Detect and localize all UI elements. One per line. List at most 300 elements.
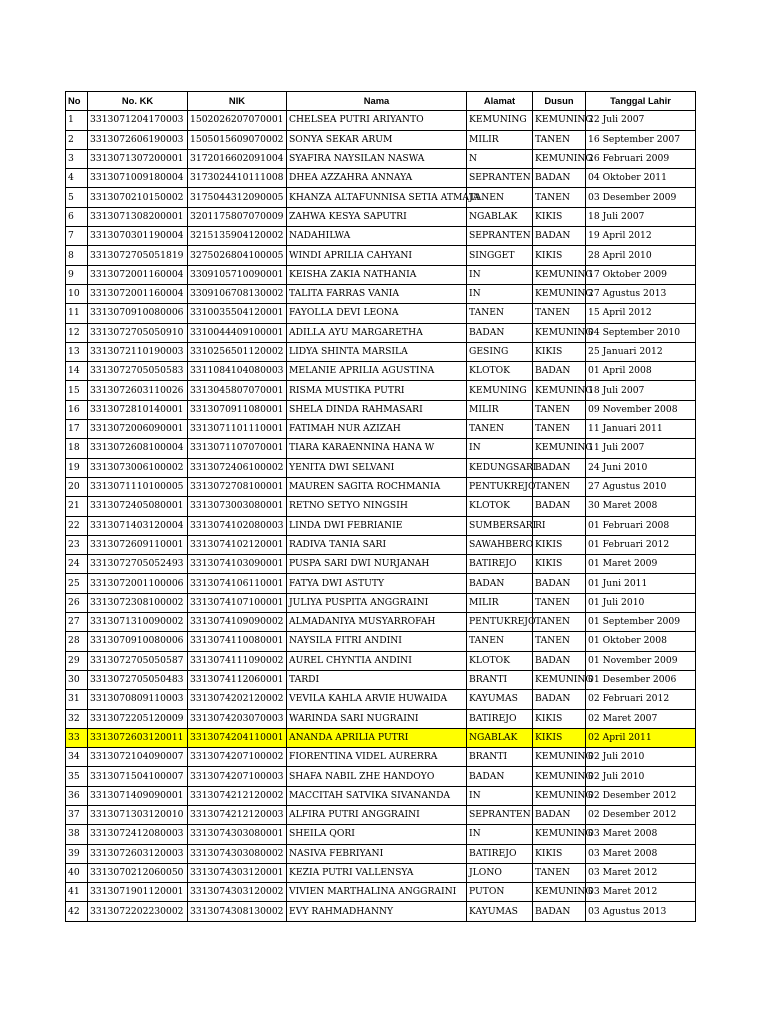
- cell-alamat[interactable]: IN: [467, 786, 533, 805]
- cell-no[interactable]: 15: [66, 381, 88, 400]
- cell-nama[interactable]: MELANIE APRILIA AGUSTINA: [287, 362, 467, 381]
- cell-no-kk[interactable]: 3313072001100006: [88, 574, 188, 593]
- cell-dusun[interactable]: KEMUNING: [533, 767, 586, 786]
- cell-nama[interactable]: TIARA KARAENNINA HANA W: [287, 439, 467, 458]
- cell-dusun[interactable]: TANEN: [533, 400, 586, 419]
- cell-alamat[interactable]: KEMUNING: [467, 111, 533, 130]
- cell-nik[interactable]: 3172016602091004: [188, 149, 287, 168]
- cell-no-kk[interactable]: 3313071204170003: [88, 111, 188, 130]
- cell-no[interactable]: 7: [66, 227, 88, 246]
- cell-no[interactable]: 31: [66, 690, 88, 709]
- cell-tanggal-lahir[interactable]: 02 April 2011: [586, 728, 696, 747]
- cell-alamat[interactable]: SEPRANTEN: [467, 169, 533, 188]
- cell-no[interactable]: 18: [66, 439, 88, 458]
- cell-tanggal-lahir[interactable]: 03 Maret 2012: [586, 883, 696, 902]
- cell-no-kk[interactable]: 3313072001160004: [88, 265, 188, 284]
- cell-dusun[interactable]: KIKIS: [533, 246, 586, 265]
- cell-nik[interactable]: 3313074212120003: [188, 805, 287, 824]
- cell-tanggal-lahir[interactable]: 28 April 2010: [586, 246, 696, 265]
- cell-dusun[interactable]: KEMUNING: [533, 825, 586, 844]
- cell-nik[interactable]: 3275026804100005: [188, 246, 287, 265]
- cell-tanggal-lahir[interactable]: 04 Oktober 2011: [586, 169, 696, 188]
- cell-dusun[interactable]: KIKIS: [533, 728, 586, 747]
- cell-tanggal-lahir[interactable]: 04 September 2010: [586, 323, 696, 342]
- cell-nik[interactable]: 3313070911080001: [188, 400, 287, 419]
- cell-tanggal-lahir[interactable]: 01 November 2009: [586, 651, 696, 670]
- cell-nik[interactable]: 3313074202120002: [188, 690, 287, 709]
- cell-no-kk[interactable]: 3313071504100007: [88, 767, 188, 786]
- cell-no-kk[interactable]: 3313072603110026: [88, 381, 188, 400]
- cell-alamat[interactable]: N: [467, 149, 533, 168]
- cell-no[interactable]: 25: [66, 574, 88, 593]
- cell-nama[interactable]: NADAHILWA: [287, 227, 467, 246]
- cell-no[interactable]: 35: [66, 767, 88, 786]
- cell-nama[interactable]: TALITA FARRAS VANIA: [287, 284, 467, 303]
- cell-nik[interactable]: 3313074207100002: [188, 748, 287, 767]
- cell-tanggal-lahir[interactable]: 30 Maret 2008: [586, 497, 696, 516]
- cell-alamat[interactable]: KAYUMAS: [467, 902, 533, 921]
- cell-no-kk[interactable]: 3313072412080003: [88, 825, 188, 844]
- cell-alamat[interactable]: KEDUNGSARI: [467, 458, 533, 477]
- cell-alamat[interactable]: PENTUKREJO: [467, 613, 533, 632]
- cell-no-kk[interactable]: 3313072006090001: [88, 420, 188, 439]
- cell-no-kk[interactable]: 3313072705050587: [88, 651, 188, 670]
- cell-nama[interactable]: TARDI: [287, 670, 467, 689]
- cell-nik[interactable]: 3313071101110001: [188, 420, 287, 439]
- cell-nik[interactable]: 3313074203070003: [188, 709, 287, 728]
- cell-no[interactable]: 6: [66, 207, 88, 226]
- cell-nik[interactable]: 3313074303080002: [188, 844, 287, 863]
- cell-tanggal-lahir[interactable]: 01 Februari 2012: [586, 535, 696, 554]
- column-header-nik[interactable]: NIK: [188, 92, 287, 111]
- cell-tanggal-lahir[interactable]: 01 Juli 2010: [586, 593, 696, 612]
- cell-no-kk[interactable]: 3313071409090001: [88, 786, 188, 805]
- cell-nik[interactable]: 3313074212120002: [188, 786, 287, 805]
- cell-no[interactable]: 2: [66, 130, 88, 149]
- cell-nik[interactable]: 3175044312090005: [188, 188, 287, 207]
- cell-no[interactable]: 21: [66, 497, 88, 516]
- cell-no[interactable]: 10: [66, 284, 88, 303]
- cell-nik[interactable]: 3313045807070001: [188, 381, 287, 400]
- cell-dusun[interactable]: BADAN: [533, 651, 586, 670]
- cell-nik[interactable]: 3313074106110001: [188, 574, 287, 593]
- cell-tanggal-lahir[interactable]: 01 September 2009: [586, 613, 696, 632]
- cell-alamat[interactable]: IN: [467, 265, 533, 284]
- cell-nama[interactable]: KEZIA PUTRI VALLENSYA: [287, 863, 467, 882]
- cell-no[interactable]: 22: [66, 516, 88, 535]
- cell-no-kk[interactable]: 3313071009180004: [88, 169, 188, 188]
- cell-dusun[interactable]: KIKIS: [533, 709, 586, 728]
- cell-no-kk[interactable]: 3313072705050910: [88, 323, 188, 342]
- cell-no-kk[interactable]: 3313071307200001: [88, 149, 188, 168]
- cell-tanggal-lahir[interactable]: 03 Desember 2009: [586, 188, 696, 207]
- cell-no-kk[interactable]: 3313072202230002: [88, 902, 188, 921]
- cell-no-kk[interactable]: 3313072001160004: [88, 284, 188, 303]
- cell-no-kk[interactable]: 3313072308100002: [88, 593, 188, 612]
- cell-tanggal-lahir[interactable]: 03 Maret 2008: [586, 825, 696, 844]
- column-header-tanggal-lahir[interactable]: Tanggal Lahir: [586, 92, 696, 111]
- cell-nik[interactable]: 3313074107100001: [188, 593, 287, 612]
- cell-dusun[interactable]: KIKIS: [533, 207, 586, 226]
- cell-dusun[interactable]: TANEN: [533, 632, 586, 651]
- cell-nik[interactable]: 3313074102120001: [188, 535, 287, 554]
- cell-no-kk[interactable]: 3313071110100005: [88, 477, 188, 496]
- cell-nama[interactable]: SHELA DINDA RAHMASARI: [287, 400, 467, 419]
- cell-tanggal-lahir[interactable]: 11 Januari 2011: [586, 420, 696, 439]
- cell-dusun[interactable]: KIKIS: [533, 844, 586, 863]
- cell-dusun[interactable]: KEMUNING: [533, 670, 586, 689]
- cell-alamat[interactable]: BADAN: [467, 323, 533, 342]
- cell-nik[interactable]: 3313074109090002: [188, 613, 287, 632]
- cell-tanggal-lahir[interactable]: 19 April 2012: [586, 227, 696, 246]
- cell-no[interactable]: 9: [66, 265, 88, 284]
- cell-tanggal-lahir[interactable]: 16 September 2007: [586, 130, 696, 149]
- cell-no-kk[interactable]: 3313072603120003: [88, 844, 188, 863]
- cell-nik[interactable]: 3313074110080001: [188, 632, 287, 651]
- cell-tanggal-lahir[interactable]: 15 April 2012: [586, 304, 696, 323]
- cell-alamat[interactable]: KLOTOK: [467, 497, 533, 516]
- cell-nama[interactable]: ANANDA APRILIA PUTRI: [287, 728, 467, 747]
- cell-alamat[interactable]: TANEN: [467, 632, 533, 651]
- cell-nama[interactable]: RISMA MUSTIKA PUTRI: [287, 381, 467, 400]
- cell-nama[interactable]: AUREL CHYNTIA ANDINI: [287, 651, 467, 670]
- cell-nik[interactable]: 3313072708100001: [188, 477, 287, 496]
- cell-nik[interactable]: 3313074303080001: [188, 825, 287, 844]
- cell-no-kk[interactable]: 3313072705050483: [88, 670, 188, 689]
- cell-nik[interactable]: 3309106708130002: [188, 284, 287, 303]
- cell-tanggal-lahir[interactable]: 01 Maret 2009: [586, 555, 696, 574]
- cell-nik[interactable]: 1502026207070001: [188, 111, 287, 130]
- cell-tanggal-lahir[interactable]: 17 Oktober 2009: [586, 265, 696, 284]
- cell-nik[interactable]: 3201175807070009: [188, 207, 287, 226]
- cell-dusun[interactable]: KEMUNING: [533, 111, 586, 130]
- cell-no-kk[interactable]: 3313072205120009: [88, 709, 188, 728]
- cell-dusun[interactable]: TANEN: [533, 613, 586, 632]
- cell-no[interactable]: 14: [66, 362, 88, 381]
- cell-nama[interactable]: DHEA AZZAHRA ANNAYA: [287, 169, 467, 188]
- cell-no[interactable]: 40: [66, 863, 88, 882]
- cell-no[interactable]: 30: [66, 670, 88, 689]
- cell-no[interactable]: 42: [66, 902, 88, 921]
- cell-nama[interactable]: SHEILA QORI: [287, 825, 467, 844]
- cell-nama[interactable]: VIVIEN MARTHALINA ANGGRAINI: [287, 883, 467, 902]
- cell-nik[interactable]: 3313074207100003: [188, 767, 287, 786]
- cell-nik[interactable]: 3309105710090001: [188, 265, 287, 284]
- cell-nik[interactable]: 3215135904120002: [188, 227, 287, 246]
- cell-alamat[interactable]: TANEN: [467, 304, 533, 323]
- cell-nama[interactable]: WARINDA SARI NUGRAINI: [287, 709, 467, 728]
- cell-tanggal-lahir[interactable]: 25 Januari 2012: [586, 342, 696, 361]
- cell-no-kk[interactable]: 3313072705050583: [88, 362, 188, 381]
- cell-dusun[interactable]: BADAN: [533, 362, 586, 381]
- cell-dusun[interactable]: KEMUNING: [533, 439, 586, 458]
- cell-nama[interactable]: NASIVA FEBRIYANI: [287, 844, 467, 863]
- cell-no[interactable]: 20: [66, 477, 88, 496]
- cell-nik[interactable]: 3313072406100002: [188, 458, 287, 477]
- cell-nik[interactable]: 3310044409100001: [188, 323, 287, 342]
- cell-tanggal-lahir[interactable]: 27 Agustus 2013: [586, 284, 696, 303]
- cell-no-kk[interactable]: 3313072110190003: [88, 342, 188, 361]
- cell-no[interactable]: 27: [66, 613, 88, 632]
- cell-nama[interactable]: ALFIRA PUTRI ANGGRAINI: [287, 805, 467, 824]
- cell-alamat[interactable]: SAWAHBERO: [467, 535, 533, 554]
- cell-no[interactable]: 12: [66, 323, 88, 342]
- cell-nama[interactable]: SONYA SEKAR ARUM: [287, 130, 467, 149]
- cell-dusun[interactable]: KEMUNING: [533, 284, 586, 303]
- cell-alamat[interactable]: BADAN: [467, 574, 533, 593]
- cell-no[interactable]: 8: [66, 246, 88, 265]
- cell-nik[interactable]: 3313074112060001: [188, 670, 287, 689]
- cell-nama[interactable]: FAYOLLA DEVI LEONA: [287, 304, 467, 323]
- cell-nik[interactable]: 3313071107070001: [188, 439, 287, 458]
- cell-alamat[interactable]: SEPRANTEN: [467, 227, 533, 246]
- cell-dusun[interactable]: BADAN: [533, 458, 586, 477]
- cell-nik[interactable]: 3310256501120002: [188, 342, 287, 361]
- cell-no[interactable]: 16: [66, 400, 88, 419]
- cell-no[interactable]: 29: [66, 651, 88, 670]
- cell-alamat[interactable]: MILIR: [467, 130, 533, 149]
- cell-nama[interactable]: CHELSEA PUTRI ARIYANTO: [287, 111, 467, 130]
- cell-no-kk[interactable]: 3313073006100002: [88, 458, 188, 477]
- cell-tanggal-lahir[interactable]: 02 Desember 2012: [586, 805, 696, 824]
- cell-dusun[interactable]: TANEN: [533, 304, 586, 323]
- cell-alamat[interactable]: PUTON: [467, 883, 533, 902]
- cell-no[interactable]: 13: [66, 342, 88, 361]
- cell-tanggal-lahir[interactable]: 01 Oktober 2008: [586, 632, 696, 651]
- cell-alamat[interactable]: MILIR: [467, 400, 533, 419]
- cell-tanggal-lahir[interactable]: 24 Juni 2010: [586, 458, 696, 477]
- cell-nama[interactable]: SHAFA NABIL ZHE HANDOYO: [287, 767, 467, 786]
- cell-alamat[interactable]: KAYUMAS: [467, 690, 533, 709]
- cell-nama[interactable]: MACCITAH SATVIKA SIVANANDA: [287, 786, 467, 805]
- cell-nama[interactable]: EVY RAHMADHANNY: [287, 902, 467, 921]
- cell-tanggal-lahir[interactable]: 02 Februari 2012: [586, 690, 696, 709]
- cell-alamat[interactable]: SEPRANTEN: [467, 805, 533, 824]
- cell-dusun[interactable]: KEMUNING: [533, 786, 586, 805]
- cell-dusun[interactable]: KEMUNING: [533, 265, 586, 284]
- cell-alamat[interactable]: IN: [467, 439, 533, 458]
- cell-nama[interactable]: SYAFIRA NAYSILAN NASWA: [287, 149, 467, 168]
- cell-dusun[interactable]: TANEN: [533, 477, 586, 496]
- cell-no[interactable]: 37: [66, 805, 88, 824]
- cell-nik[interactable]: 3313074303120002: [188, 883, 287, 902]
- cell-dusun[interactable]: BADAN: [533, 227, 586, 246]
- cell-alamat[interactable]: NGABLAK: [467, 207, 533, 226]
- cell-alamat[interactable]: MILIR: [467, 593, 533, 612]
- cell-dusun[interactable]: KIKIS: [533, 342, 586, 361]
- cell-tanggal-lahir[interactable]: 01 Desember 2006: [586, 670, 696, 689]
- cell-no-kk[interactable]: 3313072603120011: [88, 728, 188, 747]
- cell-no[interactable]: 5: [66, 188, 88, 207]
- cell-alamat[interactable]: PENTUKREJO: [467, 477, 533, 496]
- cell-dusun[interactable]: KEMUNING: [533, 149, 586, 168]
- cell-no[interactable]: 23: [66, 535, 88, 554]
- cell-dusun[interactable]: BADAN: [533, 805, 586, 824]
- cell-tanggal-lahir[interactable]: 18 Juli 2007: [586, 381, 696, 400]
- cell-tanggal-lahir[interactable]: 02 Juli 2010: [586, 748, 696, 767]
- cell-alamat[interactable]: TANEN: [467, 420, 533, 439]
- cell-dusun[interactable]: BADAN: [533, 497, 586, 516]
- cell-nik[interactable]: 3313074111090002: [188, 651, 287, 670]
- cell-alamat[interactable]: BRANTI: [467, 670, 533, 689]
- cell-alamat[interactable]: BRANTI: [467, 748, 533, 767]
- cell-tanggal-lahir[interactable]: 03 Agustus 2013: [586, 902, 696, 921]
- cell-nama[interactable]: KHANZA ALTAFUNNISA SETIA ATMAJA: [287, 188, 467, 207]
- cell-nik[interactable]: 3311084104080003: [188, 362, 287, 381]
- cell-alamat[interactable]: JLONO: [467, 863, 533, 882]
- cell-dusun[interactable]: TANEN: [533, 863, 586, 882]
- cell-nama[interactable]: YENITA DWI SELVANI: [287, 458, 467, 477]
- cell-no-kk[interactable]: 3313071310090002: [88, 613, 188, 632]
- cell-alamat[interactable]: KLOTOK: [467, 651, 533, 670]
- cell-no-kk[interactable]: 3313070301190004: [88, 227, 188, 246]
- cell-no[interactable]: 3: [66, 149, 88, 168]
- cell-tanggal-lahir[interactable]: 01 April 2008: [586, 362, 696, 381]
- cell-no-kk[interactable]: 3313072705052493: [88, 555, 188, 574]
- cell-alamat[interactable]: IN: [467, 825, 533, 844]
- cell-no[interactable]: 36: [66, 786, 88, 805]
- cell-nama[interactable]: VEVILA KAHLA ARVIE HUWAIDA: [287, 690, 467, 709]
- cell-no[interactable]: 11: [66, 304, 88, 323]
- cell-nik[interactable]: 1505015609070002: [188, 130, 287, 149]
- cell-no[interactable]: 1: [66, 111, 88, 130]
- cell-nik[interactable]: 3313074103090001: [188, 555, 287, 574]
- cell-nama[interactable]: FATIMAH NUR AZIZAH: [287, 420, 467, 439]
- cell-dusun[interactable]: KEMUNING: [533, 323, 586, 342]
- cell-tanggal-lahir[interactable]: 26 Februari 2009: [586, 149, 696, 168]
- column-header-nama[interactable]: Nama: [287, 92, 467, 111]
- cell-nik[interactable]: 3313074102080003: [188, 516, 287, 535]
- cell-no-kk[interactable]: 3313070809110003: [88, 690, 188, 709]
- cell-nama[interactable]: FIORENTINA VIDEL AURERRA: [287, 748, 467, 767]
- cell-tanggal-lahir[interactable]: 02 Juli 2010: [586, 767, 696, 786]
- cell-no-kk[interactable]: 3313072609110001: [88, 535, 188, 554]
- cell-nik[interactable]: 3313074308130002: [188, 902, 287, 921]
- cell-dusun[interactable]: TANEN: [533, 593, 586, 612]
- cell-nik[interactable]: 3313073003080001: [188, 497, 287, 516]
- cell-tanggal-lahir[interactable]: 27 Agustus 2010: [586, 477, 696, 496]
- cell-nama[interactable]: RETNO SETYO NINGSIH: [287, 497, 467, 516]
- cell-nama[interactable]: JULIYA PUSPITA ANGGRAINI: [287, 593, 467, 612]
- cell-no[interactable]: 34: [66, 748, 88, 767]
- cell-no[interactable]: 4: [66, 169, 88, 188]
- cell-no[interactable]: 33: [66, 728, 88, 747]
- cell-alamat[interactable]: KEMUNING: [467, 381, 533, 400]
- cell-dusun[interactable]: TANEN: [533, 188, 586, 207]
- cell-no-kk[interactable]: 3313071308200001: [88, 207, 188, 226]
- column-header-alamat[interactable]: Alamat: [467, 92, 533, 111]
- cell-dusun[interactable]: KIKIS: [533, 535, 586, 554]
- cell-no[interactable]: 19: [66, 458, 88, 477]
- cell-tanggal-lahir[interactable]: 02 Desember 2012: [586, 786, 696, 805]
- cell-no[interactable]: 39: [66, 844, 88, 863]
- cell-nik[interactable]: 3310035504120001: [188, 304, 287, 323]
- cell-nik[interactable]: 3313074204110001: [188, 728, 287, 747]
- cell-no-kk[interactable]: 3313071901120001: [88, 883, 188, 902]
- cell-dusun[interactable]: BADAN: [533, 902, 586, 921]
- cell-nama[interactable]: FATYA DWI ASTUTY: [287, 574, 467, 593]
- cell-tanggal-lahir[interactable]: 18 Juli 2007: [586, 207, 696, 226]
- cell-nama[interactable]: ADILLA AYU MARGARETHA: [287, 323, 467, 342]
- cell-alamat[interactable]: KLOTOK: [467, 362, 533, 381]
- cell-dusun[interactable]: RI: [533, 516, 586, 535]
- cell-no[interactable]: 26: [66, 593, 88, 612]
- cell-alamat[interactable]: SINGGET: [467, 246, 533, 265]
- cell-dusun[interactable]: BADAN: [533, 169, 586, 188]
- column-header-no[interactable]: No: [66, 92, 88, 111]
- cell-nama[interactable]: KEISHA ZAKIA NATHANIA: [287, 265, 467, 284]
- cell-alamat[interactable]: BATIREJO: [467, 709, 533, 728]
- cell-dusun[interactable]: TANEN: [533, 130, 586, 149]
- cell-tanggal-lahir[interactable]: 11 Juli 2007: [586, 439, 696, 458]
- cell-no[interactable]: 28: [66, 632, 88, 651]
- cell-alamat[interactable]: GESING: [467, 342, 533, 361]
- cell-nama[interactable]: NAYSILA FITRI ANDINI: [287, 632, 467, 651]
- cell-no[interactable]: 24: [66, 555, 88, 574]
- cell-dusun[interactable]: KEMUNING: [533, 748, 586, 767]
- cell-no[interactable]: 17: [66, 420, 88, 439]
- cell-nama[interactable]: ZAHWA KESYA SAPUTRI: [287, 207, 467, 226]
- cell-alamat[interactable]: BATIREJO: [467, 555, 533, 574]
- cell-tanggal-lahir[interactable]: 03 Maret 2008: [586, 844, 696, 863]
- cell-tanggal-lahir[interactable]: 01 Februari 2008: [586, 516, 696, 535]
- cell-nik[interactable]: 3173024410111008: [188, 169, 287, 188]
- cell-tanggal-lahir[interactable]: 09 November 2008: [586, 400, 696, 419]
- cell-no-kk[interactable]: 3313071403120004: [88, 516, 188, 535]
- column-header-dusun[interactable]: Dusun: [533, 92, 586, 111]
- cell-no-kk[interactable]: 3313070910080006: [88, 304, 188, 323]
- cell-tanggal-lahir[interactable]: 03 Maret 2012: [586, 863, 696, 882]
- cell-dusun[interactable]: KEMUNING: [533, 381, 586, 400]
- cell-alamat[interactable]: SUMBERSARI: [467, 516, 533, 535]
- cell-no-kk[interactable]: 3313070212060050: [88, 863, 188, 882]
- cell-no-kk[interactable]: 3313071303120010: [88, 805, 188, 824]
- cell-nama[interactable]: LIDYA SHINTA MARSILA: [287, 342, 467, 361]
- cell-nama[interactable]: WINDI APRILIA CAHYANI: [287, 246, 467, 265]
- cell-nama[interactable]: PUSPA SARI DWI NURJANAH: [287, 555, 467, 574]
- cell-nama[interactable]: ALMADANIYA MUSYARROFAH: [287, 613, 467, 632]
- cell-nama[interactable]: LINDA DWI FEBRIANIE: [287, 516, 467, 535]
- cell-no-kk[interactable]: 3313072104090007: [88, 748, 188, 767]
- cell-dusun[interactable]: TANEN: [533, 420, 586, 439]
- cell-alamat[interactable]: BATIREJO: [467, 844, 533, 863]
- cell-tanggal-lahir[interactable]: 02 Maret 2007: [586, 709, 696, 728]
- column-header-no-kk[interactable]: No. KK: [88, 92, 188, 111]
- cell-no[interactable]: 38: [66, 825, 88, 844]
- cell-dusun[interactable]: BADAN: [533, 690, 586, 709]
- cell-tanggal-lahir[interactable]: 01 Juni 2011: [586, 574, 696, 593]
- cell-no-kk[interactable]: 3313072705051819: [88, 246, 188, 265]
- cell-no[interactable]: 41: [66, 883, 88, 902]
- cell-no-kk[interactable]: 3313072810140001: [88, 400, 188, 419]
- cell-tanggal-lahir[interactable]: 22 Juli 2007: [586, 111, 696, 130]
- cell-dusun[interactable]: KEMUNING: [533, 883, 586, 902]
- cell-no-kk[interactable]: 3313072608100004: [88, 439, 188, 458]
- cell-no-kk[interactable]: 3313070210150002: [88, 188, 188, 207]
- cell-no-kk[interactable]: 3313072606190003: [88, 130, 188, 149]
- cell-no[interactable]: 32: [66, 709, 88, 728]
- cell-nik[interactable]: 3313074303120001: [188, 863, 287, 882]
- cell-alamat[interactable]: TANEN: [467, 188, 533, 207]
- cell-nama[interactable]: RADIVA TANIA SARI: [287, 535, 467, 554]
- cell-no-kk[interactable]: 3313070910080006: [88, 632, 188, 651]
- cell-alamat[interactable]: IN: [467, 284, 533, 303]
- cell-alamat[interactable]: NGABLAK: [467, 728, 533, 747]
- cell-alamat[interactable]: BADAN: [467, 767, 533, 786]
- cell-dusun[interactable]: BADAN: [533, 574, 586, 593]
- cell-dusun[interactable]: KIKIS: [533, 555, 586, 574]
- cell-nama[interactable]: MAUREN SAGITA ROCHMANIA: [287, 477, 467, 496]
